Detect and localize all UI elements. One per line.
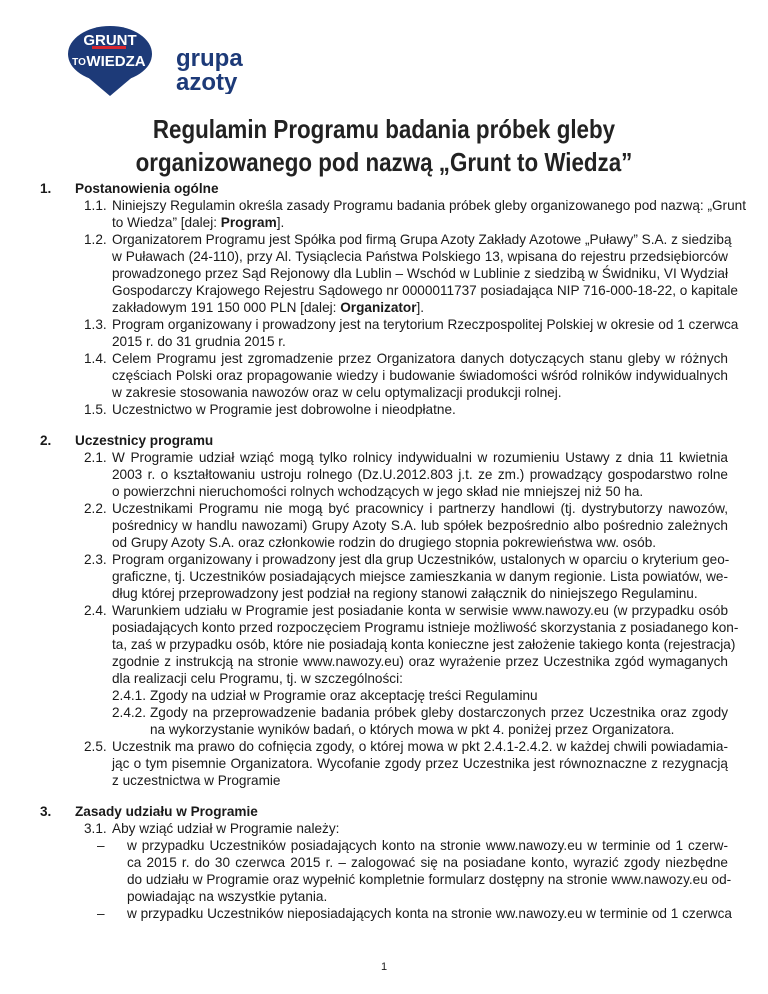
clause-line: w przypadku Uczestników posiadających konto na stronie www.nawozy.eu w terminie od 1 czerw- <box>127 838 728 853</box>
dash-bullet: – <box>97 906 105 921</box>
regulations-body <box>40 180 746 936</box>
clause-2-3 <box>40 551 728 602</box>
document-title <box>54 113 714 179</box>
term-organizator: Organizator <box>340 300 417 315</box>
clause-line: ta, zaś w przypadku osób, które nie posiadają konta konieczne jest założenie takiego konta (rejestracja) <box>112 637 736 652</box>
clause-line <box>112 214 728 231</box>
clause-line: dla realizacji celu Programu, tj. w szczególności: <box>112 671 403 686</box>
clause-line <box>112 299 728 316</box>
clause-line: posiadających konto przed rozpoczęciem Programu istnieje możliwość skorzystania z posiadanego kon- <box>112 620 739 635</box>
clause-line: Niniejszy Regulamin określa zasady Programu badania próbek gleby organizowanego pod nazwą: „Grunt <box>112 198 746 213</box>
section-heading <box>40 180 728 197</box>
clause-number: 1.3. <box>84 317 107 332</box>
clause-line: Uczestnik ma prawo do cofnięcia zgody, o której mowa w pkt 2.4.1-2.4.2. w każdej chwili powiadamia- <box>112 739 728 754</box>
clause-line: W Programie udział wziąć mogą tylko rolnicy indywidualni w rozumieniu Ustawy z dnia 11 kwietnia <box>112 450 728 465</box>
clause-number: 2.2. <box>84 501 107 516</box>
svg-text:GRUNT: GRUNT <box>83 32 137 49</box>
clause-1-5 <box>40 401 728 418</box>
section-heading <box>40 803 728 820</box>
svg-text:TO: TO <box>72 57 86 68</box>
grunt-to-wiedza-logo <box>64 24 154 98</box>
clause-line: prowadzonego przez Sąd Rejonowy dla Lublin – Wschód w Lublinie z siedzibą w Świdniku, VI Wydział <box>112 266 728 281</box>
section-1 <box>40 180 746 418</box>
clause-number: 1.5. <box>84 402 107 417</box>
clause-2-4-2 <box>40 704 728 738</box>
section-heading <box>40 432 728 449</box>
clause-line: Celem Programu jest zgromadzenie przez Organizatora danych dotyczących stanu gleby w różnych <box>112 351 728 366</box>
clause-3-1-dash-2 <box>40 905 732 922</box>
clause-line: ca 2015 r. do 30 czerwca 2015 r. – zalogować się na posiadane konto, wyrazić zgody niezbędne <box>127 855 728 870</box>
clause-number: 2.4. <box>84 603 107 618</box>
clause-line: Organizatorem Programu jest Spółka pod firmą Grupa Azoty Zakłady Azotowe „Puławy” S.A. z siedzibą <box>112 232 732 247</box>
grupa-azoty-logo-graphic <box>174 44 274 94</box>
clause-2-4-1 <box>40 687 728 704</box>
clause-line: Program organizowany i prowadzony jest dla grup Uczestników, ustalonych w oparciu o kryterium geo- <box>112 552 730 567</box>
clause-line: Program organizowany i prowadzony jest na terytorium Rzeczpospolitej Polskiej w okresie od 1 czerwca <box>112 317 739 332</box>
clause-number: 2.4.2. <box>112 705 147 720</box>
clause-line: graficzne, tj. Uczestników posiadających miejsce zamieszkania w danym regionie. Lista powiatów, we- <box>112 569 728 584</box>
clause-line: Zgody na udział w Programie oraz akceptację treści Regulaminu <box>150 688 538 703</box>
clause-number: 2.4.1. <box>112 688 147 703</box>
clause-2-1 <box>40 449 728 500</box>
term-program: Program <box>220 215 277 230</box>
clause-text: ]. <box>416 300 425 315</box>
clause-2-5 <box>40 738 728 789</box>
clause-line: z uczestnictwa w Programie <box>112 773 281 788</box>
clause-line: Gospodarczy Krajowego Rejestru Sądowego nr 0000011737 posiadająca NIP 716-000-18-22, o kapitale <box>112 283 738 298</box>
clause-line: pośrednicy w handlu nawozami) Grupy Azoty S.A. lub spółek bezpośrednio albo pośrednio zależnych <box>112 518 728 533</box>
clause-text: ]. <box>276 215 285 230</box>
document-title-line-2: organizowanego pod nazwą „Grunt to Wiedza” <box>135 147 633 177</box>
clause-line: Warunkiem udziału w Programie jest posiadanie konta w serwisie www.nawozy.eu (w przypadku osób <box>112 603 728 618</box>
grunt-to-wiedza-logo-graphic <box>64 24 154 98</box>
clause-line: Uczestnikami Programu nie mogą być pracownicy i partnerzy handlowi (tj. dystrybutorzy nawozów, <box>112 501 728 516</box>
clause-number: 1.4. <box>84 351 107 366</box>
section-3 <box>40 803 732 922</box>
clause-text: zakładowym 191 150 000 PLN [dalej: <box>112 300 341 315</box>
clause-line: w zakresie stosowania nawozów oraz w celu optymalizacji produkcji rolnej. <box>112 385 562 400</box>
clause-text: to Wiedza” [dalej: <box>112 215 221 230</box>
clause-line: powiadając na wszystkie pytania. <box>127 889 328 904</box>
clause-line: od Grupy Azoty S.A. oraz członkowie rodzin do drugiego stopnia pokrewieństwa ww. osób. <box>112 535 657 550</box>
dash-bullet: – <box>97 838 105 853</box>
clause-line: w Puławach (24-110), przy Al. Tysiąclecia Państwa Polskiego 13, wpisana do rejestru przedsiębiorców <box>112 249 728 264</box>
section-number: 1. <box>40 181 52 196</box>
clause-number: 1.2. <box>84 232 107 247</box>
clause-line: 2015 r. do 31 grudnia 2015 r. <box>112 334 286 349</box>
clause-3-1-dash-1 <box>40 837 732 905</box>
clause-line: jąc o tym pisemnie Organizatora. Wycofanie zgody przez Uczestnika jest równoznaczne z rezygnacją <box>112 756 728 771</box>
clause-number: 1.1. <box>84 198 107 213</box>
clause-3-1 <box>40 820 728 837</box>
section-2 <box>40 432 739 789</box>
svg-text:WIEDZA: WIEDZA <box>86 53 146 70</box>
clause-line: Zgody na przeprowadzenie badania próbek gleby dostarczonych przez Uczestnika oraz zgody <box>150 705 728 720</box>
clause-1-1 <box>40 197 746 231</box>
clause-line: dług której przeprowadzony jest podział na regiony stanowi załącznik do niniejszego Regulaminu. <box>112 586 698 601</box>
clause-number: 2.1. <box>84 450 107 465</box>
clause-1-3 <box>40 316 739 350</box>
document-title-line-1: Regulamin Programu badania próbek gleby <box>152 114 616 144</box>
section-title: Zasady udziału w Programie <box>75 804 258 819</box>
clause-number: 3.1. <box>84 821 107 836</box>
header-logos <box>64 24 284 104</box>
clause-2-2 <box>40 500 728 551</box>
page-number: 1 <box>380 961 388 973</box>
clause-1-4 <box>40 350 728 401</box>
clause-line: 2003 r. o kształtowaniu ustroju rolnego (Dz.U.2012.803 j.t. ze zm.) prowadzący gospodarstwo rolne <box>112 467 728 482</box>
clause-line: na wykorzystanie wyników badań, o których mowa w pkt 4. poniżej przez Organizatora. <box>150 722 675 737</box>
clause-line: w przypadku Uczestników nieposiadających konta na stronie ww.nawozy.eu w terminie od 1 czerwca <box>127 906 732 921</box>
clause-number: 2.3. <box>84 552 107 567</box>
clause-line: o powierzchni nieruchomości rolnych wchodzących w jego skład nie mniejszej niż 50 ha. <box>112 484 644 499</box>
section-number: 2. <box>40 433 52 448</box>
section-title: Postanowienia ogólne <box>75 181 219 196</box>
section-number: 3. <box>40 804 52 819</box>
svg-text:grupa: grupa <box>176 45 243 72</box>
clause-line: Aby wziąć udział w Programie należy: <box>112 821 340 836</box>
clause-2-4 <box>40 602 739 687</box>
clause-1-2 <box>40 231 738 316</box>
grupa-azoty-logo <box>174 44 274 94</box>
clause-line: Uczestnictwo w Programie jest dobrowolne i nieodpłatne. <box>112 402 456 417</box>
svg-text:azoty: azoty <box>176 69 238 94</box>
clause-line: częściach Polski oraz propagowanie wiedzy i budowanie świadomości wśród rolników indywidualnych <box>112 368 728 383</box>
section-title: Uczestnicy programu <box>75 433 214 448</box>
clause-line: do udziału w Programie oraz wypełnić kompletnie formularz dostępny na stronie www.nawozy.eu od- <box>127 872 732 887</box>
clause-number: 2.5. <box>84 739 107 754</box>
clause-line: zgodnie z instrukcją na stronie www.nawozy.eu) oraz wyrażenie przez Uczestnika zgód wymaganych <box>112 654 728 669</box>
